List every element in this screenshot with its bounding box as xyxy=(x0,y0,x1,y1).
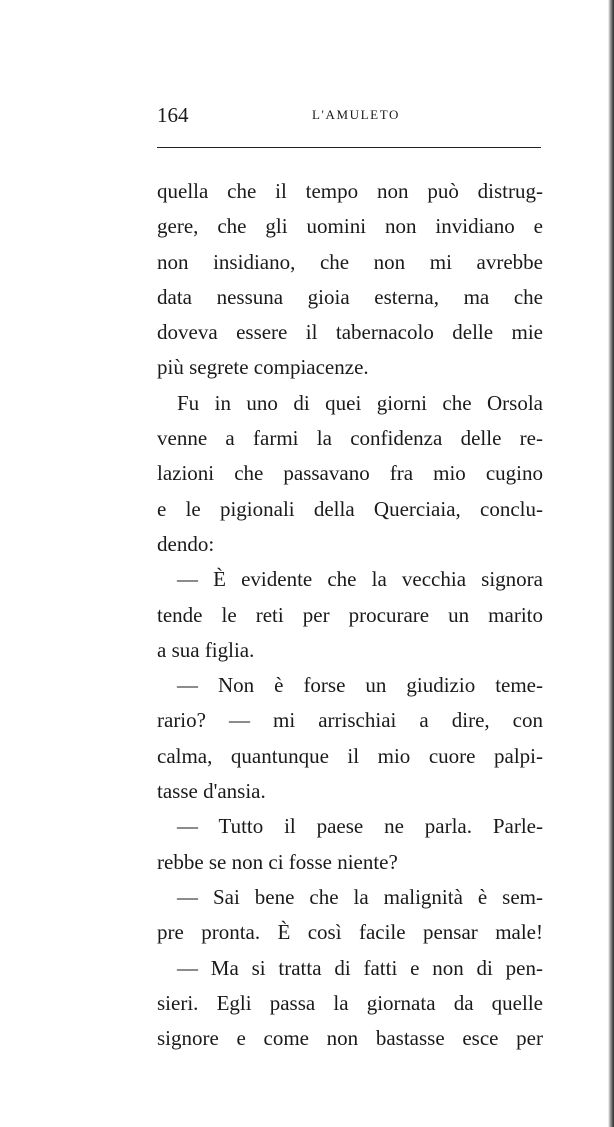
text-line: Fu in uno di quei giorni che Orsola xyxy=(177,390,543,415)
text-line: non insidiano, che non mi avrebbe xyxy=(157,249,543,274)
text-line: — Sai bene che la malignità è sem- xyxy=(177,884,543,909)
text-line: quella che il tempo non può distrug- xyxy=(157,179,543,203)
text-line: data nessuna gioia esterna, ma che xyxy=(157,284,543,309)
header-rule xyxy=(157,147,541,148)
text-line: — È evidente che la vecchia signora xyxy=(177,567,543,592)
text-line: più segrete compiacenze. xyxy=(157,355,369,380)
text-line: signore e come non bastasse esce per xyxy=(157,1026,543,1051)
text-line: calma, quantunque il mio cuore palpi- xyxy=(157,743,543,768)
running-head xyxy=(157,103,541,133)
text-line: doveva essere il tabernacolo delle mie xyxy=(157,320,543,345)
text-line: lazioni che passavano fra mio cugino xyxy=(157,461,543,486)
body-text xyxy=(157,174,543,1056)
text-line: pre pronta. È così facile pensar male! xyxy=(157,920,543,945)
text-line: rebbe se non ci fosse niente? xyxy=(157,849,398,874)
text-line: rario? — mi arrischiai a dire, con xyxy=(157,708,543,733)
text-line: — Non è forse un giudizio teme- xyxy=(177,673,543,698)
running-title: L'AMULETO xyxy=(312,107,400,122)
text-line: — Ma si tratta di fatti e non di pen- xyxy=(177,955,543,980)
text-line: e le pigionali della Querciaia, conclu- xyxy=(157,496,543,521)
text-line: — Tutto il paese ne parla. Parle- xyxy=(177,814,543,839)
text-line: dendo: xyxy=(157,531,215,556)
text-line: sieri. Egli passa la giornata da quelle xyxy=(157,990,543,1015)
text-line: venne a farmi la confidenza delle re- xyxy=(157,426,543,451)
text-line: tende le reti per procurare un marito xyxy=(157,602,543,627)
text-line: tasse d'ansia. xyxy=(157,779,266,804)
text-line: gere, che gli uomini non invidiano e xyxy=(157,214,543,239)
text-line: a sua figlia. xyxy=(157,637,255,662)
page-number: 164 xyxy=(157,103,189,127)
page-edge-shadow xyxy=(608,0,614,1127)
